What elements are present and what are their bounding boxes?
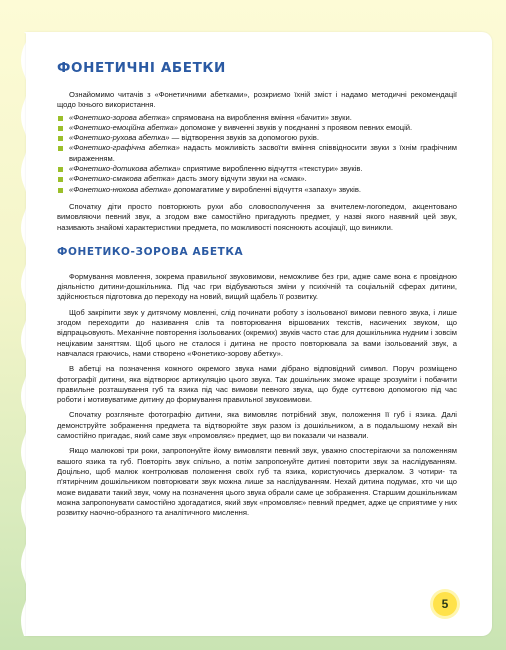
intro-paragraph: Ознайомимо читачів з «Фонетичними абетками», розкриємо їхній зміст і надамо методичні рекомендації щодо їхнього використання. <box>57 90 457 110</box>
body-paragraph: Якщо малюкові три роки, запропонуйте йому вимовляти певний звук, уважно спостерігаючи за положенням вашого язика та губ. Повторіть звук спільно, а потім запропонуйте дитині повторити звук за наслідуванням. Доцільно, щоб малюк контролював положення своїх губ та язика, користуючись дзеркалом. З чотири- та п'ятирічним дошкільником повторювати звук можна лише за наслідуванням. Нехай дитина подумає, хто чи що може видавати такий звук, чому на позначення цього звука обрали саме це зображення. Старшим дошкільникам можна запропонувати самостійно здогадатися, який звук «промовляє» певний предмет, адже це сприятиме у них розвитку наочно-образного та аналітичного мислення. <box>57 446 457 518</box>
page-number-badge: 5 <box>433 592 457 616</box>
body-paragraph: Спочатку розгляньте фотографію дитини, яка вимовляє потрібний звук, положення її губ і язика. Далі демонструйте зображення предмета та відтворюйте звук разом із дошкільником, а в подальшому нехай він самостійно пригадає, який саме звук «промовляє» предмет, що ви показали чи назвали. <box>57 410 457 441</box>
list-item: «Фонетико-смакова абетка» дасть змогу відчути звуки на «смак». <box>57 174 457 184</box>
body-paragraph: В абетці на позначення кожного окремого звука нами дібрано відповідний символ. Поруч розміщено фотографії дитини, яка відтворює артикуляцію цього звука. Так дошкільник зможе краще зрозуміти і побачити правильне розташування губ та язика під час вимови певного звука, що буде суттєвою допомогою під час роботи і мотивуватиме дитину до формування правильної звуковимови. <box>57 364 457 405</box>
list-item: «Фонетико-рухова абетка» — відтворення звуків за допомогою рухів. <box>57 133 457 143</box>
bullet-square-icon <box>58 116 63 121</box>
bullet-square-icon <box>58 167 63 172</box>
bullet-square-icon <box>58 188 63 193</box>
alphabet-list <box>57 113 457 195</box>
list-item: «Фонетико-дотикова абетка» сприятиме виробленню відчуття «текстури» звуків. <box>57 164 457 174</box>
page-content <box>57 60 457 523</box>
list-item: «Фонетико-графічна абетка» надасть можливість засвоїти вміння співвідносити звуки з їхнім графічним вираженням. <box>57 143 457 164</box>
body-paragraph: Щоб закріпити звук у дитячому мовленні, слід починати роботу з ізольованої вимови певного звука, і лише згодом переходити до називання слів та повторювання віршованих текстів, насичених звуком, що відпрацьовують. Механічне повторення ізольованих (окремих) звуків часто стає для дошкільника нудним і зовсім нецікавим заняттям. Щоб цього не сталося і дитина не просто повторювала за вами ізольований звук, а навчалася граючись, нами створено «Фонетико-зорову абетку». <box>57 307 457 358</box>
body-paragraph: Формування мовлення, зокрема правильної звуковимови, неможливе без гри, адже саме вона є провідною діяльністю дитини-дошкільника. Під час гри відбуваються зміни у психічній та соціальній сферах дитини, здійснюється підготовка до переходу на новий, вищий щабель її розвитку. <box>57 271 457 302</box>
list-item: «Фонетико-емоційна абетка» допоможе у вивченні звуків у поєднанні з проявом певних емоцій. <box>57 123 457 133</box>
section-heading-phonetic-visual-alphabet: ФОНЕТИКО-ЗОРОВА АБЕТКА <box>57 245 244 258</box>
body-paragraph: Спочатку діти просто повторюють рухи або словосполучення за вчителем-логопедом, акцентовано вимовляючи певний звук, а згодом вже самостійно пригадують предмет, у назві якого наявний цей звук, називають знайомі характеристики предмета, по можливості пояснюють асоціації, що виникли. <box>57 201 457 232</box>
bullet-square-icon <box>58 136 63 141</box>
section-heading-phonetic-alphabets: ФОНЕТИЧНІ АБЕТКИ <box>57 60 226 76</box>
list-item: «Фонетико-нюхова абетка» допомагатиме у виробленні відчуття «запаху» звуків. <box>57 185 457 195</box>
bullet-square-icon <box>58 126 63 131</box>
bullet-square-icon <box>58 177 63 182</box>
list-item: «Фонетико-зорова абетка» спрямована на вироблення вміння «бачити» звуки. <box>57 113 457 123</box>
bullet-square-icon <box>58 146 63 151</box>
